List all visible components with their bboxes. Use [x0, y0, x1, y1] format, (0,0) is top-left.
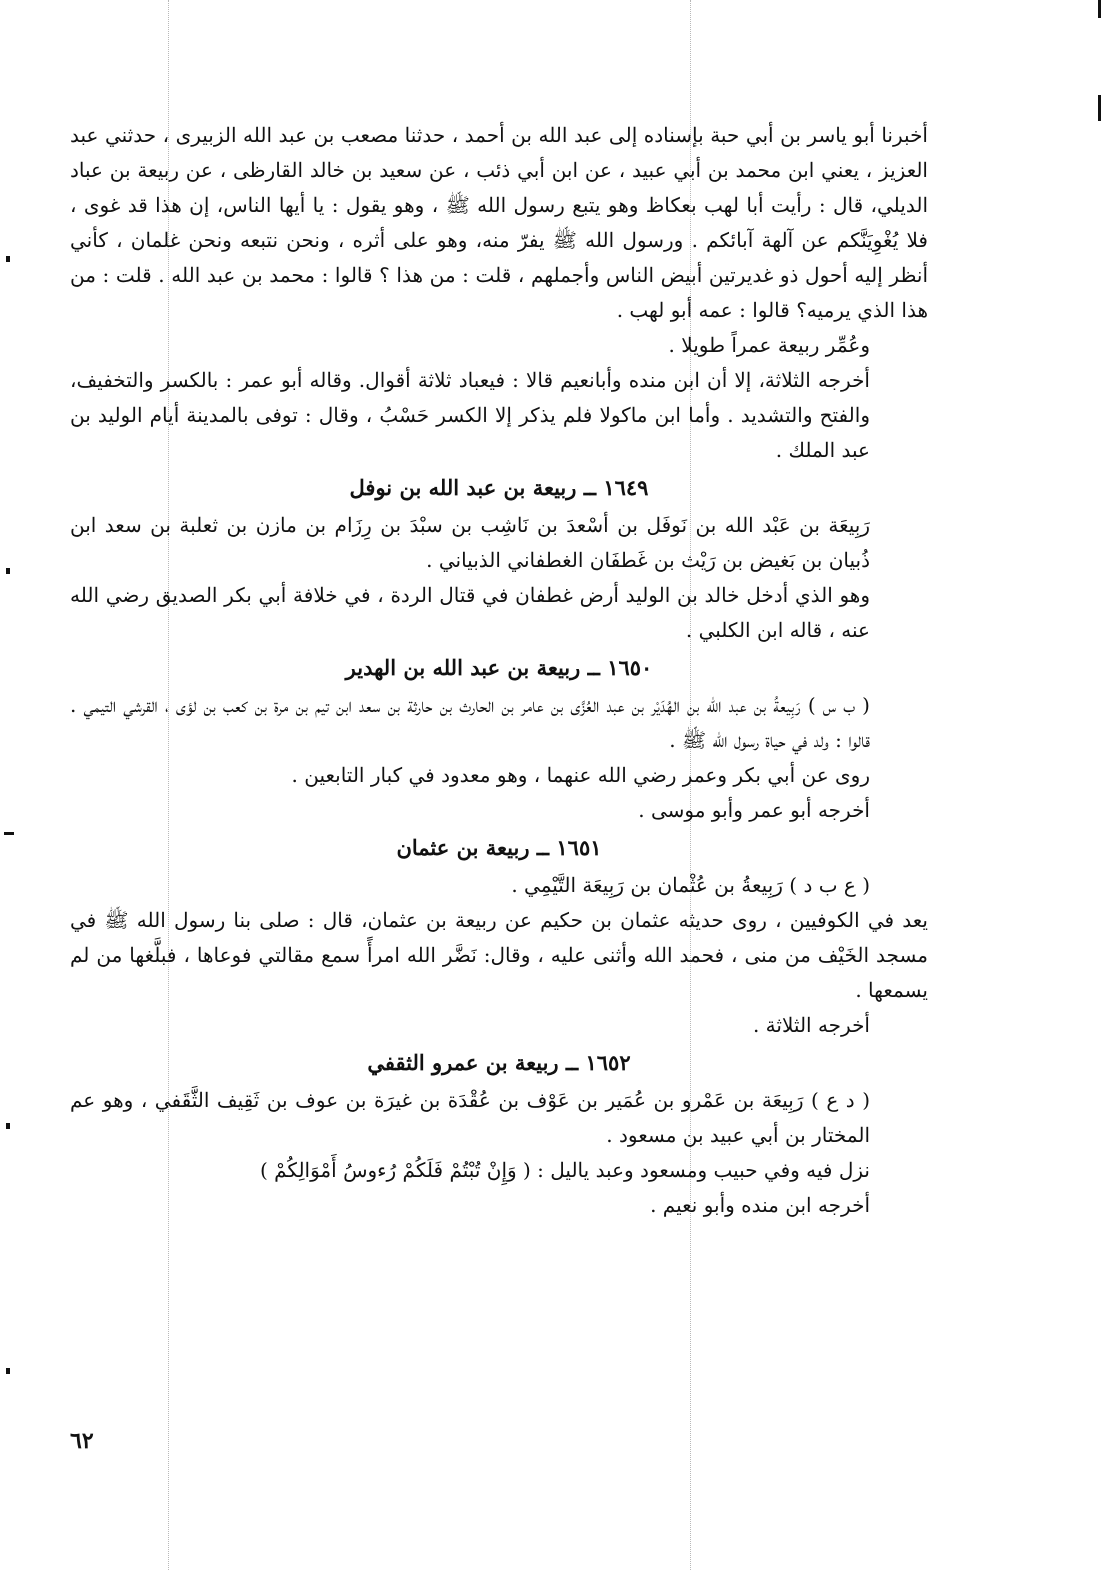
entry-heading: ١٦٤٩ ــ ربيعة بن عبد الله بن نوفل	[349, 475, 649, 500]
body-paragraph: أخرجه الثلاثة .	[752, 1013, 870, 1037]
body-paragraph: ( د ع ) رَبِيعَة بن عَمْرو بن عُمَير بن عَوْف بن عُقْدَة بن غيرَة بن عوف بن ثَقِيف الثَّقَفي ، وهو عم المختار بن أبي عبيد بن مسعود .	[70, 1088, 870, 1147]
entry-heading: ١٦٥٠ ــ ربيعة بن عبد الله بن الهدير	[345, 655, 653, 680]
body-paragraph: وهو الذي أدخل خالد بن الوليد أرض غطفان في قتال الردة ، في خلافة أبي بكر الصديق رضي الله عنه ، قاله ابن الكلبي .	[70, 583, 870, 642]
scan-mark	[4, 832, 14, 835]
body-paragraph: أخرجه أبو عمر وأبو موسى .	[638, 798, 870, 822]
scan-mark	[6, 256, 10, 262]
body-paragraph: وعُمِّر ربيعة عمراً طويلا .	[668, 333, 870, 357]
body-paragraph: نزل فيه وفي حبيب ومسعود وعبد ياليل : ( وَإِنْ تُبْتُمْ فَلَكُمْ رُءوسُ أَمْوَالِكُمْ )	[259, 1158, 870, 1182]
scan-mark	[1098, 0, 1101, 18]
body-paragraph: روى عن أبي بكر وعمر رضي الله عنهما ، وهو معدود في كبار التابعين .	[291, 763, 870, 787]
body-paragraph: ( ب س ) رَبِيعةُ بن عبد الله بن الهُدَيْر بن عبد العُزَّى بن عامر بن الحارث بن حارثة بن سعد ابن تيم بن مرة بن كعب بن لؤى ، القرشي التيمي . قالوا : ولد في حياة رسول الله ﷺ .	[70, 693, 870, 752]
scan-mark	[6, 1368, 10, 1374]
scan-mark	[6, 1123, 10, 1129]
body-paragraph: ( ع ب د ) رَبِيعةُ بن عُثْمان بن رَبِيعَة التَّيْمِي .	[511, 873, 870, 897]
body-paragraph: أخرجه ابن منده وأبو نعيم .	[650, 1193, 870, 1217]
main-text-column	[70, 118, 928, 1223]
body-paragraph: رَبِيعَة بن عَبْد الله بن نَوفَل بن أسْعدَ بن نَاشِب بن سبْدَ بن رِزَام بن مازن بن ثعلبة بن سعد ابن ذُبيان بن بَغيض بن رَيْث بن غَطفَان الغطفاني الذبياني .	[70, 513, 870, 572]
body-paragraph: أخبرنا أبو ياسر بن أبي حبة بإسناده إلى عبد الله بن أحمد ، حدثنا مصعب بن عبد الله الزبيرى ، حدثني عبد العزيز ، يعني ابن محمد بن أبي عبيد ، عن ابن أبي ذئب ، عن سعيد بن خالد القارظى ، عن ربيعة بن عباد الديلي، قال : رأيت أبا لهب بعكاظ وهو يتبع رسول الله ﷺ ، وهو يقول : يا أيها الناس، إن هذا قد غوى ، فلا يُغْوِيَنَّكم عن آلهة آبائكم . ورسول الله ﷺ يفرّ منه، وهو على أثره ، ونحن نتبعه ونحن غلمان ، كأني أنظر إليه أحول ذو غديرتين أبيض الناس وأجملهم ، قلت : من هذا ؟ قالوا : محمد بن عبد الله . قلت : من هذا الذي يرميه؟ قالوا : عمه أبو لهب .	[70, 123, 928, 322]
scan-mark	[6, 568, 10, 574]
entry-heading: ١٦٥٢ ــ ربيعة بن عمرو الثقفي	[367, 1050, 631, 1075]
entry-heading: ١٦٥١ ــ ربيعة بن عثمان	[396, 835, 602, 860]
scan-mark	[1098, 95, 1101, 121]
body-paragraph: أخرجه الثلاثة، إلا أن ابن منده وأبانعيم قالا : فيعباد ثلاثة أقوال. وقاله أبو عمر : بالكسر والتخفيف، والفتح والتشديد . وأما ابن ماكولا فلم يذكر إلا الكسر حَسْبُ ، وقال : توفى بالمدينة أيام الوليد بن عبد الملك .	[70, 368, 870, 462]
body-paragraph: يعد في الكوفيين ، روى حديثه عثمان بن حكيم عن ربيعة بن عثمان، قال : صلى بنا رسول الله ﷺ في مسجد الخَيْف من منى ، فحمد الله وأثنى عليه ، وقال: نَضَّر الله امرأً سمع مقالتي فوعاها ، فبلَّغها من لم يسمعها .	[70, 908, 928, 1002]
page-number: ٦٢	[70, 1428, 94, 1454]
